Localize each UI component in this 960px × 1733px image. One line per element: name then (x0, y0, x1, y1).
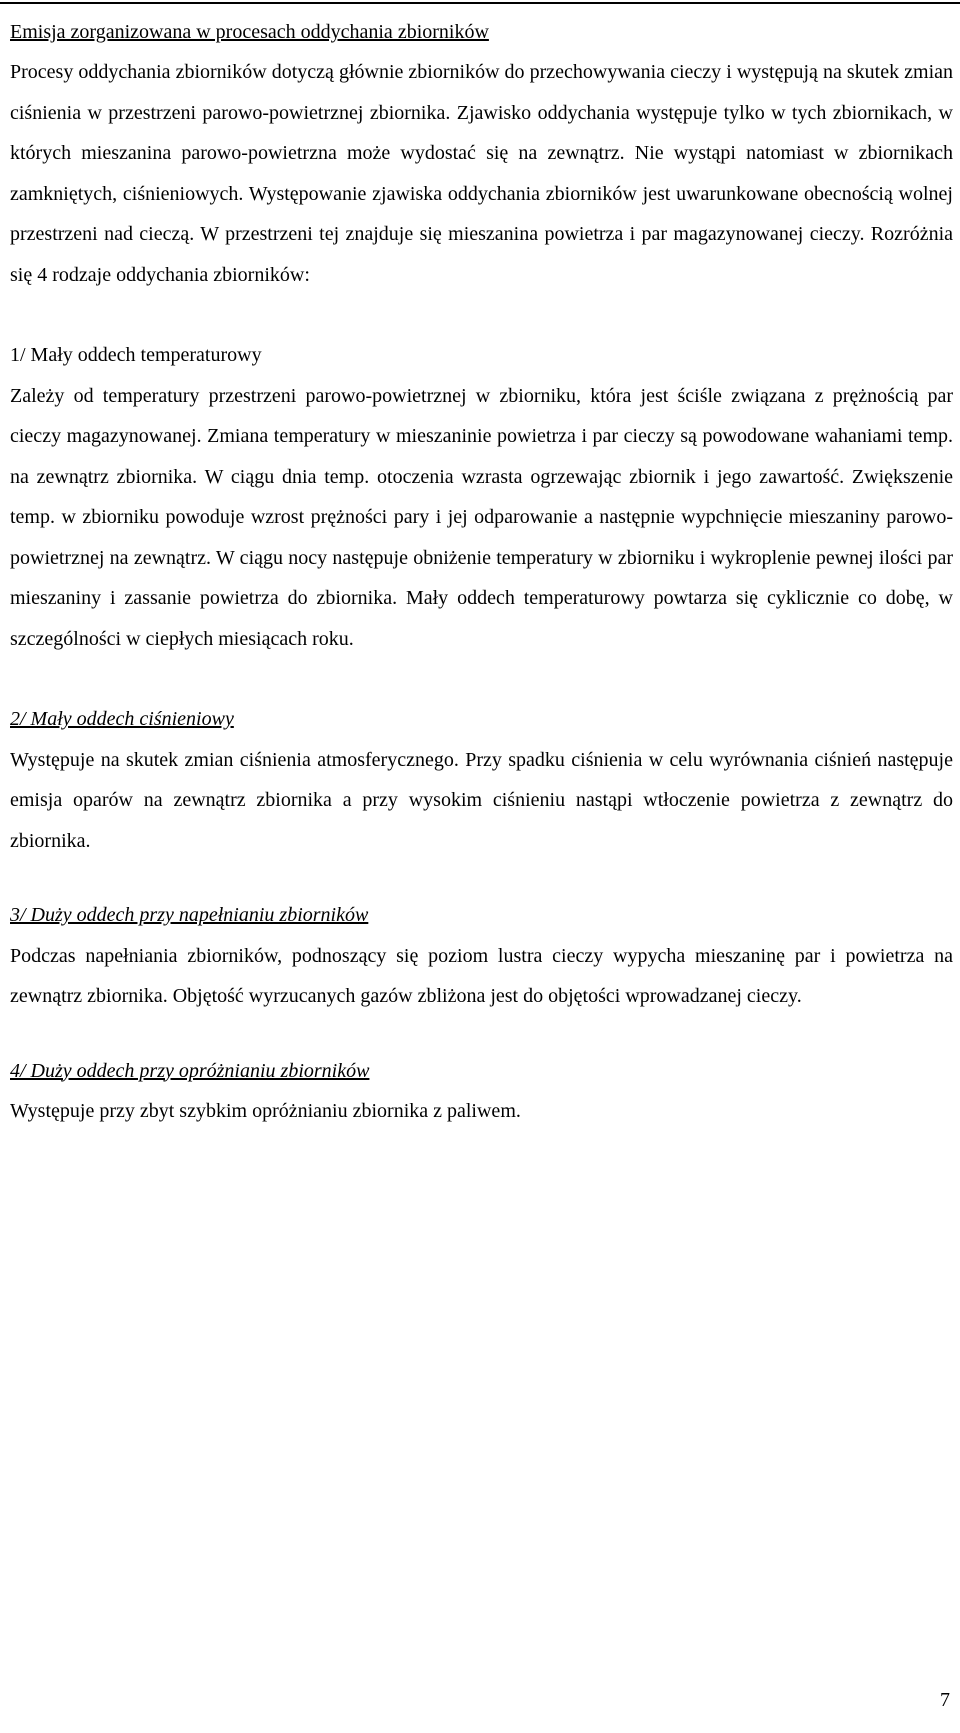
section-1-heading: 1/ Mały oddech temperaturowy (10, 344, 262, 366)
spacer (10, 295, 953, 335)
spacer (10, 1017, 953, 1051)
spacer (10, 861, 953, 895)
section-3-heading: 3/ Duży oddech przy napełnianiu zbiorników (10, 904, 369, 926)
section-4-body: Występuje przy zbyt szybkim opróżnianiu zbiornika z paliwem. (10, 1100, 521, 1122)
document-title: Emisja zorganizowana w procesach oddychania zbiorników (10, 21, 489, 43)
page-number: 7 (940, 1689, 950, 1711)
section-4-heading: 4/ Duży oddech przy opróżnianiu zbiorników (10, 1059, 370, 1082)
section-2-heading: 2/ Mały oddech ciśnieniowy (10, 708, 234, 730)
section-1-body: Zależy od temperatury przestrzeni parowo-powietrznej w zbiorniku, która jest ściśle związana z prężnością par cieczy magazynowanej. Zmiana temperatury w mieszaninie powietrza i par cieczy są powodowane wahaniami temp. na zewnątrz zbiornika. W ciągu dnia temp. otoczenia wzrasta ogrzewając zbiornik i jego zawartość. Zwiększenie temp. w zbiorniku powoduje wzrost prężności pary i jej odparowanie a następnie wypchnięcie mieszaniny parowo-powietrznej na zewnątrz. W ciągu nocy następuje obniżenie temperatury w zbiorniku i wykroplenie pewnej ilości par mieszaniny i zassanie powietrza do zbiornika. Mały oddech temperaturowy powtarza się cyklicznie co dobę, w szczególności w ciepłych miesiącach roku. (10, 384, 953, 650)
document-page (10, 12, 953, 1132)
header-rule (0, 2, 960, 4)
section-2-body: Występuje na skutek zmian ciśnienia atmosferycznego. Przy spadku ciśnienia w celu wyrównania ciśnień następuje emisja oparów na zewnątrz zbiornika a przy wysokim ciśnieniu nastąpi wtłoczenie powietrza z zewnątrz do zbiornika. (10, 748, 953, 852)
intro-paragraph: Procesy oddychania zbiorników dotyczą głównie zbiorników do przechowywania cieczy i występują na skutek zmian ciśnienia w przestrzeni parowo-powietrznej zbiornika. Zjawisko oddychania występuje tylko w tych zbiornikach, w których mieszanina parowo-powietrzna może wydostać się na zewnątrz. Nie wystąpi natomiast w zbiornikach zamkniętych, ciśnieniowych. Występowanie zjawiska oddychania zbiorników jest uwarunkowane obecnością wolnej przestrzeni nad cieczą. W przestrzeni tej znajduje się mieszanina powietrza i par magazynowanej cieczy. Rozróżnia się 4 rodzaje oddychania zbiorników: (10, 61, 953, 286)
section-3-body: Podczas napełniania zbiorników, podnoszący się poziom lustra cieczy wypycha mieszaninę par i powietrza na zewnątrz zbiornika. Objętość wyrzucanych gazów zbliżona jest do objętości wprowadzanej cieczy. (10, 944, 953, 1007)
spacer (10, 659, 953, 699)
